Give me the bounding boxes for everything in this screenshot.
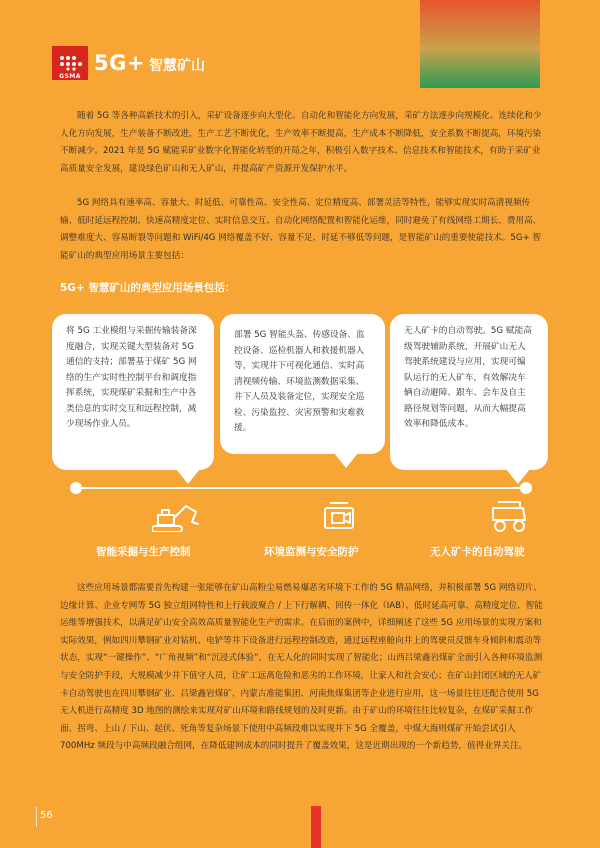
page-header	[52, 46, 205, 80]
timeline-line	[76, 487, 526, 489]
card-pointer	[334, 453, 358, 468]
decorative-gradient-block	[420, 0, 540, 88]
timeline-start-dot	[70, 482, 82, 494]
brand-subtitle: 智慧矿山	[148, 58, 205, 74]
summary-paragraph: 这些应用场景都需要首先构建一张能够在矿山高粉尘易燃易爆恶劣环境下工作的 5G 精品网络，并积极部署 5G 网络切片、边缘计算、企业专网等 5G 独立组网特性和上行载波聚合 / 上下行解耦、回传一体化（IAB）、低时延高可靠、高精度定位、智能运维等增强技术，以满足矿山安全高效高质量智能化生产的需求。在后面的案例中，详细阐述了这些 5G 应用场景的实现方案和实际效果，例如四川攀钢矿业对钻机、电铲等井下设备进行远程控制改造，通过远程座舱向井上的驾驶员反馈车身倾斜和震动等状态，实现“一键操作”、“广角视频”和“沉浸式体验”，在无人化的同时实现了智能化；山西吕梁鑫岩煤矿全面引入各种环境监测与安全防护手段，大规模减少井下值守人员，让矿工远离危险和恶劣的工作环境，让家人和社会安心；在矿山封闭区域的无人矿卡自动驾驶也在四川攀钢矿业、吕梁鑫岩煤矿、内蒙古准能集团、河南焦煤集团等企业进行应用，这一场景往往还配合使用 5G 无人机进行高精度 3D 地图的测绘来实现对矿山环境和路线规划的及时更新。由于矿山的环境往往比较复杂，在煤矿采掘工作面、拐弯、上山 / 下山、起伏、死角等复杂场景下使用中高频段难以实现井下 5G 全覆盖，中煤大海则煤矿开始尝试引入 700MHz 频段与中高频段融合组网，在降低建网成本的同时提升了覆盖效果，这是近期出现的一个新趋势，值得业界关注。	[60, 583, 543, 752]
timeline-end-dot	[520, 482, 532, 494]
network-paragraph: 5G 网络具有速率高、容量大、时延低、可靠性高、安全性高、定位精度高、部署灵活等特性，能够实现实时高清视频传输、低时延远程控制、快速高精度定位、实时信息交互、自动化网络配置和智能化运维，同时避免了有线网络工期长、费用高、调整难度大、容易断裂等问题和 WiFi/4G 网络覆盖不好、容量不足、时延不够低等问题，是智能矿山的重要使能技术。5G+ 智能矿山的典型应用场景主要包括：	[60, 198, 542, 261]
gsma-logo-mark-icon	[57, 55, 83, 71]
brand-title: 5G+	[94, 51, 145, 75]
scenario-label-mining-control: 智能采掘与生产控制	[96, 546, 191, 558]
page-number: 56	[40, 810, 53, 821]
intro-paragraph: 随着 5G 等各种高新技术的引入，采矿设备逐步向大型化、自动化和智能化方向发展，采矿方法逐步向规模化、连续化和少人化方向发展，生产装备不断改进，生产工艺不断优化，生产效率不断提高，生产成本不断降低，安全系数不断提高，环境污染不断减少。2021 年是 5G 赋能采矿业数字化智能化转型的开局之年，积极引入数字技术、信息技术和智能技术，有助于采矿业高质量安全发展，建设绿色矿山和无人矿山，并提高矿产资源开发保护水平。	[60, 111, 542, 174]
gsma-logo	[52, 46, 88, 80]
scenario-card-text: 无人矿卡的自动驾驶。5G 赋能高级驾驶辅助系统，开展矿山无人驾驶系统建设与应用，实现可编队运行的无人矿车，有效解决车辆自动避障、跟车、会车及自主路径规划等问题，从而大幅提高效率和降低成本。	[404, 326, 532, 429]
gsma-logo-text: GSMA	[59, 73, 81, 80]
section-heading: 5G+ 智慧矿山的典型应用场景包括：	[60, 282, 236, 294]
scenario-label-environment-safety: 环境监测与安全防护	[264, 546, 359, 558]
excavator-icon	[152, 500, 202, 536]
monitor-camera-icon	[322, 500, 356, 538]
scenario-card-mining-control	[52, 314, 214, 470]
scenario-card-environment-safety	[220, 314, 385, 454]
page-number-divider	[36, 807, 37, 827]
scenario-card-autonomous-truck	[390, 314, 548, 470]
decorative-red-stripe	[311, 806, 321, 848]
scenario-label-autonomous-truck: 无人矿卡的自动驾驶	[430, 546, 525, 558]
mining-truck-icon	[490, 500, 530, 538]
scenario-card-text: 将 5G 工业模组与采掘传输装备深度融合，实现关键大型装备对 5G 通信的支持；部署基于煤矿 5G 网络的生产实时性控制平台和调度指挥系统，实现煤矿采掘和生产中各类信息的实时交互和远程控制，减少现场作业人员。	[66, 326, 197, 429]
card-pointer	[176, 469, 200, 484]
scenario-card-text: 部署 5G 智能头盔、传感设备、监控设备、巡检机器人和救援机器人等，实现井下可视化通信、实时高清视频传输、环境监测数据采集、井下人员及装备定位，实现安全巡检、污染监控、灾害预警和灾难救援。	[234, 330, 365, 433]
